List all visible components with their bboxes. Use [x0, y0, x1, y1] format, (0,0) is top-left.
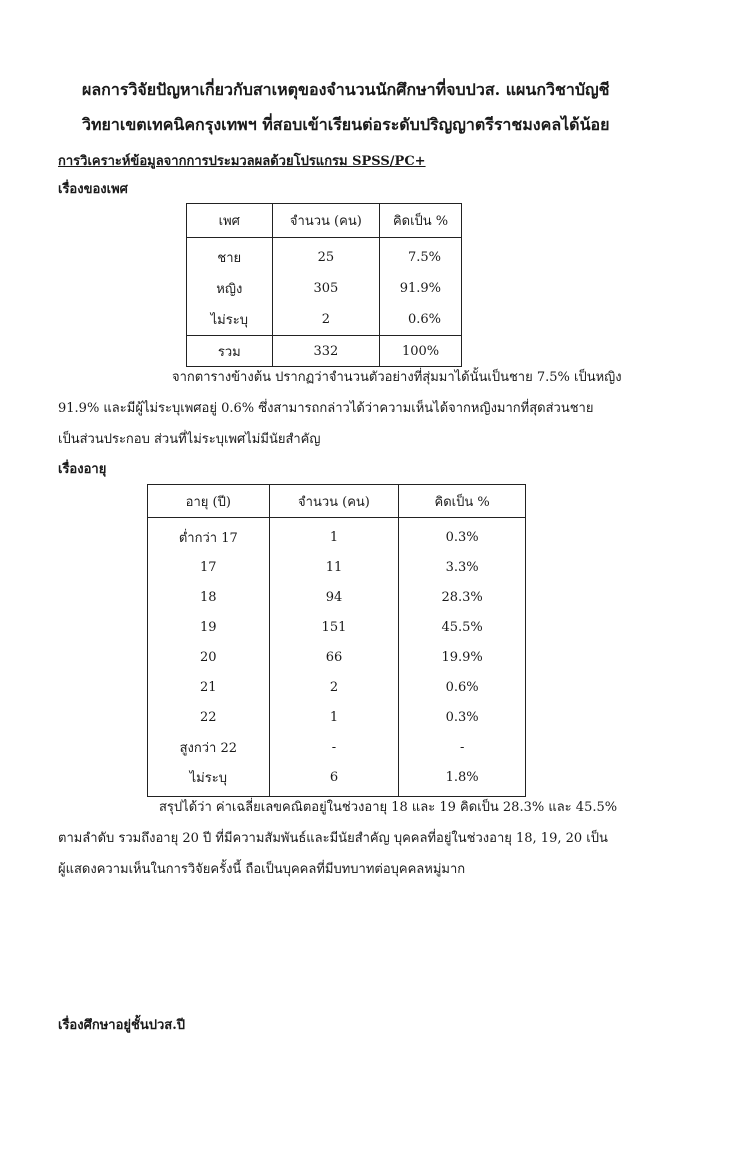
gender-section-label: เรื่องของเพศ [58, 182, 128, 197]
count-cell: - [269, 732, 399, 762]
paragraph-line: ตามลำดับ รวมถึงอายุ 20 ปี ที่มีความสัมพันธ์และมีนัยสำคัญ บุคคลที่อยู่ในช่วงอายุ 18, 19, 20 เป็น [58, 831, 608, 846]
percent-cell: 0.6% [380, 304, 462, 336]
paragraph-line: จากตารางข้างต้น ปรากฏว่าจำนวนตัวอย่างที่สุ่มมาได้นั้นเป็นชาย 7.5% เป็นหญิง [172, 370, 622, 385]
paragraph-line: เป็นส่วนประกอบ ส่วนที่ไม่ระบุเพศไม่มีนัยสำคัญ [58, 432, 321, 447]
age-summary-paragraph [58, 792, 617, 885]
gender-cell: หญิง [187, 273, 273, 304]
age-cell: 18 [148, 582, 270, 612]
column-header-gender: เพศ [187, 204, 273, 238]
percent-cell: 19.9% [399, 642, 526, 672]
table-header-row [187, 204, 462, 238]
age-cell: 17 [148, 552, 270, 582]
percent-cell: 0.3% [399, 702, 526, 732]
percent-cell: 1.8% [399, 762, 526, 797]
analysis-subheading: การวิเคราะห์ข้อมูลจากการประมวลผลด้วยโปรแกรม SPSS/PC+ [58, 154, 426, 169]
table-row [148, 552, 526, 582]
count-cell: 2 [272, 304, 380, 336]
gender-cell: ไม่ระบุ [187, 304, 273, 336]
column-header-count: จำนวน (คน) [269, 485, 399, 518]
paragraph-line: 91.9% และมีผู้ไม่ระบุเพศอยู่ 0.6% ซึ่งสามารถกล่าวได้ว่าความเห็นได้จากหญิงมากที่สุดส่วนชาย [58, 401, 594, 416]
age-cell: 19 [148, 612, 270, 642]
gender-cell: ชาย [187, 238, 273, 274]
total-label-cell: รวม [187, 336, 273, 367]
age-cell: 22 [148, 702, 270, 732]
study-year-section-label: เรื่องศึกษาอยู่ชั้นปวส.ปี [58, 1018, 185, 1033]
gender-table [186, 203, 462, 367]
column-header-percent: คิดเป็น % [380, 204, 462, 238]
count-cell: 1 [269, 518, 399, 553]
count-cell: 305 [272, 273, 380, 304]
count-cell: 25 [272, 238, 380, 274]
percent-cell: 45.5% [399, 612, 526, 642]
percent-cell: 7.5% [380, 238, 462, 274]
percent-cell: - [399, 732, 526, 762]
table-row [187, 273, 462, 304]
age-table [147, 484, 526, 797]
paragraph-line: สรุปได้ว่า ค่าเฉลี่ยเลขคณิตอยู่ในช่วงอายุ 18 และ 19 คิดเป็น 28.3% และ 45.5% [159, 800, 618, 815]
age-cell: ไม่ระบุ [148, 762, 270, 797]
document-title-line-1: ผลการวิจัยปัญหาเกี่ยวกับสาเหตุของจำนวนนักศึกษาที่จบปวส. แผนกวิชาบัญชี [82, 80, 610, 99]
column-header-age: อายุ (ปี) [148, 485, 270, 518]
total-count-cell: 332 [272, 336, 380, 367]
percent-cell: 91.9% [380, 273, 462, 304]
table-row [148, 518, 526, 553]
count-cell: 6 [269, 762, 399, 797]
percent-cell: 28.3% [399, 582, 526, 612]
table-row [148, 672, 526, 702]
column-header-count: จำนวน (คน) [272, 204, 380, 238]
count-cell: 66 [269, 642, 399, 672]
count-cell: 1 [269, 702, 399, 732]
table-row [187, 238, 462, 274]
percent-cell: 0.6% [399, 672, 526, 702]
count-cell: 11 [269, 552, 399, 582]
table-row [148, 612, 526, 642]
table-row [148, 732, 526, 762]
count-cell: 94 [269, 582, 399, 612]
table-row [148, 642, 526, 672]
age-cell: 20 [148, 642, 270, 672]
total-percent-cell: 100% [380, 336, 462, 367]
percent-cell: 3.3% [399, 552, 526, 582]
age-cell: ต่ำกว่า 17 [148, 518, 270, 553]
gender-summary-paragraph [58, 362, 622, 455]
percent-cell: 0.3% [399, 518, 526, 553]
paragraph-line: ผู้แสดงความเห็นในการวิจัยครั้งนี้ ถือเป็นบุคคลที่มีบทบาทต่อบุคคลหมู่มาก [58, 862, 466, 877]
age-cell: สูงกว่า 22 [148, 732, 270, 762]
age-section-label: เรื่องอายุ [58, 462, 107, 477]
count-cell: 151 [269, 612, 399, 642]
table-header-row [148, 485, 526, 518]
document-title-line-2: วิทยาเขตเทคนิคกรุงเทพฯ ที่สอบเข้าเรียนต่อระดับปริญญาตรีราชมงคลได้น้อย [82, 115, 610, 134]
table-row [148, 702, 526, 732]
count-cell: 2 [269, 672, 399, 702]
column-header-percent: คิดเป็น % [399, 485, 526, 518]
table-row [187, 304, 462, 336]
table-row [148, 582, 526, 612]
age-cell: 21 [148, 672, 270, 702]
